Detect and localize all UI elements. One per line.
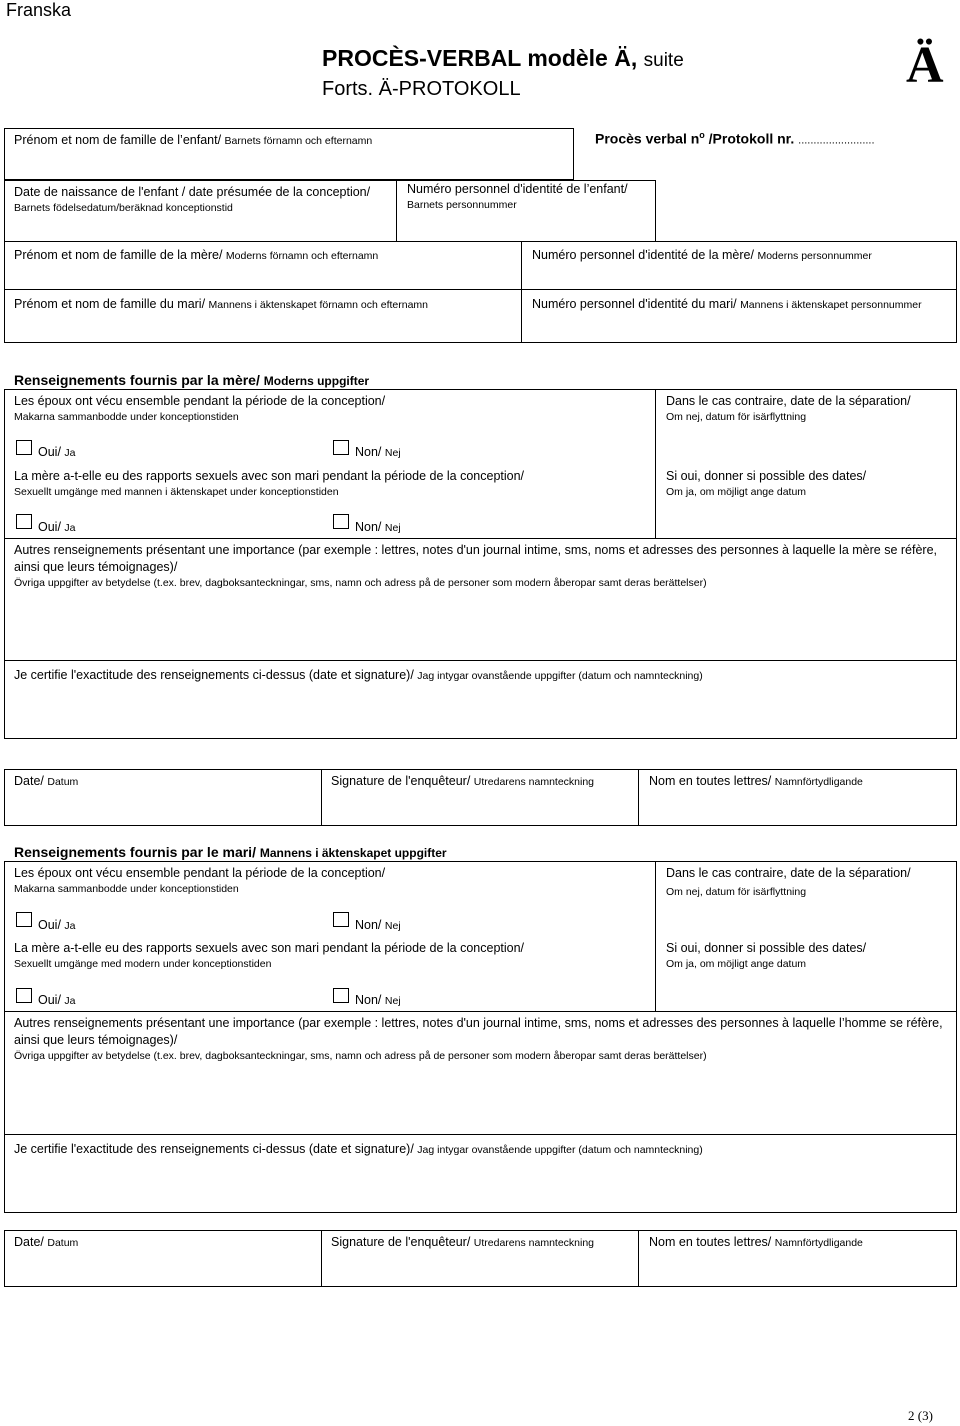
- child-birth-sv: Barnets födelsedatum/beräknad konceptionstid: [14, 202, 233, 214]
- mother-q2-yes-checkbox[interactable]: [16, 514, 32, 529]
- yes-fr: Oui/: [38, 993, 61, 1007]
- sign-row-1-div-b: [638, 769, 639, 826]
- husband-q2-sv: Sexuellt umgänge med modern under konceptionstiden: [14, 958, 272, 970]
- section-mother-heading: [14, 372, 369, 388]
- husband-q2-side-sv: Om ja, om möjligt ange datum: [666, 958, 807, 970]
- no-fr: Non/: [355, 918, 382, 932]
- protocol-number: [595, 130, 875, 147]
- mother-q2-side-fr: Si oui, donner si possible des dates/: [666, 469, 867, 483]
- no-sv: Nej: [384, 522, 401, 534]
- mother-q1-yes-label: [38, 444, 76, 461]
- mother-heading-fr: Renseignements fournis par la mère/: [14, 372, 260, 388]
- mother-q2-fr: La mère a-t-elle eu des rapports sexuels avec son mari pendant la période de la conception/: [14, 469, 525, 483]
- husband-id-sv: Mannens i äktenskapet personnummer: [740, 299, 922, 311]
- mother-id-sv: Moderns personnummer: [757, 250, 872, 262]
- page-number: 2 (3): [908, 1408, 933, 1423]
- husband-section-hr: [4, 1011, 957, 1012]
- big-letter: Ä: [906, 37, 944, 94]
- husband-q1-no-checkbox[interactable]: [333, 912, 349, 927]
- parents-divider-v: [521, 241, 522, 343]
- protocol-label-post: /Protokoll nr.: [704, 130, 795, 147]
- sig-fr: Signature de l'enquêteur/: [331, 774, 471, 788]
- husband-q2: [14, 940, 524, 972]
- mother-other-hr: [4, 660, 957, 661]
- page-subtitle-text: Forts. Ä-PROTOKOLL: [322, 78, 521, 100]
- husband-name-field[interactable]: [14, 296, 428, 313]
- no-fr: Non/: [355, 520, 382, 534]
- mother-q1-no-label: [355, 444, 401, 461]
- mother-id-field[interactable]: [532, 247, 872, 264]
- sig-fr: Signature de l'enquêteur/: [331, 1235, 471, 1249]
- child-id-label: [407, 181, 628, 213]
- mother-q2-no-checkbox[interactable]: [333, 514, 349, 529]
- mother-other-sv: Övriga uppgifter av betydelse (t.ex. brev, dagboksanteckningar, sms, namn och adress på de personer som modern åberopar samt deras berättelser): [14, 577, 707, 589]
- husband-q2-yes-label: [38, 992, 76, 1009]
- husband-certify-fr: Je certifie l'exactitude des renseignements ci-dessus (date et signature)/: [14, 1142, 414, 1156]
- husband-id-field[interactable]: [532, 296, 922, 313]
- mother-q1-side-fr: Dans le cas contraire, date de la séparation/: [666, 394, 911, 408]
- sign-1-signature[interactable]: [331, 773, 594, 790]
- husband-q2-no-label: [355, 992, 401, 1009]
- yes-fr: Oui/: [38, 445, 61, 459]
- sign-2-date[interactable]: [14, 1234, 78, 1251]
- mother-q2-no-label: [355, 519, 401, 536]
- no-fr: Non/: [355, 993, 382, 1007]
- name-sv: Namnförtydligande: [774, 776, 863, 788]
- husband-heading-sv: Mannens i äktenskapet uppgifter: [259, 846, 447, 860]
- sign-1-date[interactable]: [14, 773, 78, 790]
- mother-q2-sv: Sexuellt umgänge med mannen i äktenskapet under konceptionstiden: [14, 486, 339, 498]
- husband-q1-side[interactable]: [666, 865, 911, 900]
- husband-q1-sv: Makarna sammanbodde under konceptionstiden: [14, 883, 239, 895]
- sign-2-signature[interactable]: [331, 1234, 594, 1251]
- no-sv: Nej: [384, 920, 401, 932]
- husband-heading-fr: Renseignements fournis par le mari/: [14, 844, 256, 860]
- husband-q1-fr: Les époux ont vécu ensemble pendant la période de la conception/: [14, 866, 386, 880]
- husband-q1-side-sv: Om nej, datum för isärflyttning: [666, 886, 807, 898]
- child-name-fr: Prénom et nom de famille de l’enfant/: [14, 133, 222, 147]
- date-sv: Datum: [47, 776, 79, 788]
- child-birth-fr: Date de naissance de l'enfant / date présumée de la conception/: [14, 185, 371, 199]
- husband-id-fr: Numéro personnel d'identité du mari/: [532, 297, 737, 311]
- husband-q2-side-fr: Si oui, donner si possible des dates/: [666, 941, 867, 955]
- mother-q2-yes-label: [38, 519, 76, 536]
- mother-q1-side[interactable]: [666, 393, 911, 425]
- husband-other-hr: [4, 1134, 957, 1135]
- child-id-sv: Barnets personnummer: [407, 199, 517, 211]
- yes-fr: Oui/: [38, 918, 61, 932]
- mother-other-fr: Autres renseignements présentant une importance (par exemple : lettres, notes d'un journal intime, sms, noms et adresses des personnes à laquelle la mère se réfère, ainsi que leurs témoignages)/: [14, 543, 938, 574]
- mother-name-field[interactable]: [14, 247, 378, 264]
- language-label: Franska: [6, 0, 72, 20]
- yes-sv: Ja: [64, 522, 76, 534]
- husband-q1-yes-checkbox[interactable]: [16, 912, 32, 927]
- husband-other-sv: Övriga uppgifter av betydelse (t.ex. brev, dagboksanteckningar, sms, namn och adress på de personer som modern åberopar samt deras berättelser): [14, 1050, 707, 1062]
- sign-1-name[interactable]: [649, 773, 863, 790]
- husband-q2-fr: La mère a-t-elle eu des rapports sexuels avec son mari pendant la période de la conception/: [14, 941, 525, 955]
- title-suffix: suite: [643, 50, 684, 71]
- mother-certify-sv: Jag intygar ovanstående uppgifter (datum och namnteckning): [417, 670, 703, 682]
- mother-q1-side-sv: Om nej, datum för isärflyttning: [666, 411, 807, 423]
- mother-q1-sv: Makarna sammanbodde under konceptionstiden: [14, 411, 239, 423]
- mother-q2-side[interactable]: [666, 468, 866, 500]
- child-name-sv: Barnets förnamn och efternamn: [224, 135, 373, 147]
- mother-q2-side-sv: Om ja, om möjligt ange datum: [666, 486, 807, 498]
- yes-sv: Ja: [64, 447, 76, 459]
- yes-sv: Ja: [64, 995, 76, 1007]
- husband-q2-yes-checkbox[interactable]: [16, 988, 32, 1003]
- mother-other-info[interactable]: [14, 542, 949, 590]
- yes-fr: Oui/: [38, 520, 61, 534]
- name-fr: Nom en toutes lettres/: [649, 1235, 772, 1249]
- parents-divider-h: [4, 289, 957, 290]
- mother-section-hr: [4, 538, 957, 539]
- no-sv: Nej: [384, 995, 401, 1007]
- mother-q1-yes-checkbox[interactable]: [16, 440, 32, 455]
- child-id-fr: Numéro personnel d'identité de l’enfant/: [407, 182, 628, 196]
- husband-q1: [14, 865, 385, 897]
- mother-q1-fr: Les époux ont vécu ensemble pendant la période de la conception/: [14, 394, 386, 408]
- mother-certify-fr: Je certifie l'exactitude des renseignements ci-dessus (date et signature)/: [14, 668, 414, 682]
- sig-sv: Utredarens namnteckning: [473, 776, 595, 788]
- title-main: PROCÈS-VERBAL modèle Ä,: [322, 45, 638, 71]
- husband-section-divider: [655, 861, 656, 1011]
- husband-certify-sv: Jag intygar ovanstående uppgifter (datum och namnteckning): [417, 1144, 703, 1156]
- section-husband-heading: [14, 844, 447, 860]
- husband-name-fr: Prénom et nom de famille du mari/: [14, 297, 206, 311]
- name-sv: Namnförtydligande: [774, 1237, 863, 1249]
- mother-name-fr: Prénom et nom de famille de la mère/: [14, 248, 223, 262]
- mother-section-divider: [655, 389, 656, 538]
- sig-sv: Utredarens namnteckning: [473, 1237, 595, 1249]
- no-fr: Non/: [355, 445, 382, 459]
- sign-2-name[interactable]: [649, 1234, 863, 1251]
- husband-q2-no-checkbox[interactable]: [333, 988, 349, 1003]
- sign-row-2-div-a: [321, 1230, 322, 1287]
- sign-row-1-div-a: [321, 769, 322, 826]
- husband-q1-yes-label: [38, 917, 76, 934]
- husband-q2-side[interactable]: [666, 940, 866, 972]
- mother-certify[interactable]: [14, 667, 703, 684]
- mother-heading-sv: Moderns uppgifter: [263, 374, 370, 388]
- mother-q1-no-checkbox[interactable]: [333, 440, 349, 455]
- child-name-label: [14, 132, 372, 149]
- husband-name-sv: Mannens i äktenskapet förnamn och efternamn: [208, 299, 429, 311]
- husband-certify[interactable]: [14, 1141, 703, 1158]
- date-sv: Datum: [47, 1237, 79, 1249]
- protocol-dots[interactable]: .........................: [798, 134, 875, 147]
- child-birth-label: [14, 184, 370, 216]
- mother-id-fr: Numéro personnel d'identité de la mère/: [532, 248, 754, 262]
- husband-other-info[interactable]: [14, 1015, 949, 1063]
- sign-row-2-div-b: [638, 1230, 639, 1287]
- husband-q1-side-fr: Dans le cas contraire, date de la séparation/: [666, 866, 911, 880]
- husband-other-fr: Autres renseignements présentant une importance (par exemple : lettres, notes d'un journal intime, sms, noms et adresses des personnes à laquelle l’homme se réfère, ainsi que leurs témoignages)/: [14, 1016, 943, 1047]
- date-fr: Date/: [14, 1235, 44, 1249]
- mother-q1: [14, 393, 385, 425]
- protocol-label-pre: Procès verbal n: [595, 130, 700, 147]
- mother-name-sv: Moderns förnamn och efternamn: [225, 250, 379, 262]
- date-fr: Date/: [14, 774, 44, 788]
- mother-q2: [14, 468, 524, 500]
- no-sv: Nej: [384, 447, 401, 459]
- yes-sv: Ja: [64, 920, 76, 932]
- protocol-label-sup: o: [699, 130, 705, 140]
- husband-q1-no-label: [355, 917, 401, 934]
- page-title: [322, 45, 684, 72]
- name-fr: Nom en toutes lettres/: [649, 774, 772, 788]
